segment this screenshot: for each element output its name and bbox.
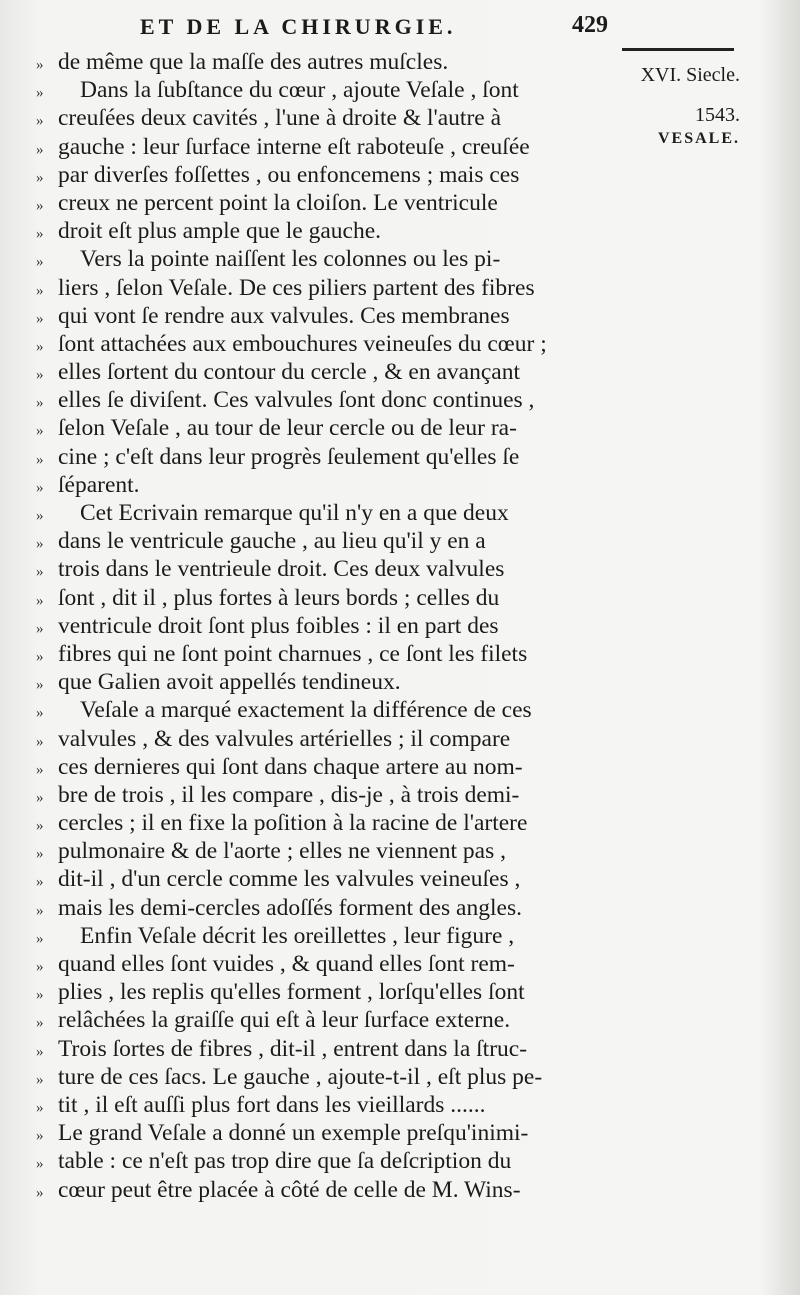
line-text: elles ſe diviſent. Ces valvules ſont donc continues ,	[58, 387, 535, 414]
text-line	[36, 161, 646, 189]
line-text: ces dernieres qui ſont dans chaque artere au nom-	[58, 753, 523, 780]
text-line	[36, 696, 646, 724]
text-line	[36, 414, 646, 442]
line-text: dans le ventricule gauche , au lieu qu'il y en a	[58, 528, 486, 555]
line-text: creux ne percent point la cloiſon. Le ventricule	[58, 189, 498, 216]
quote-mark: »	[36, 451, 44, 468]
quote-mark: »	[36, 846, 44, 863]
line-text: mais les demi-cercles adoſſés forment des angles.	[58, 894, 522, 921]
line-text: plies , les replis qu'elles forment , lorſqu'elles ſont	[58, 979, 525, 1006]
quote-mark: »	[36, 761, 44, 778]
text-line	[36, 386, 646, 414]
margin-author: VESALE.	[657, 130, 740, 147]
text-line	[36, 725, 646, 753]
line-text: que Galien avoit appellés tendineux.	[58, 669, 401, 696]
text-line	[36, 753, 646, 781]
running-header: ET DE LA CHIRURGIE.	[140, 14, 457, 39]
margin-year: 1543.	[695, 104, 740, 126]
line-text: relâchées la graiſſe qui eſt à leur ſurface externe.	[58, 1007, 511, 1034]
quote-mark: »	[36, 197, 44, 214]
line-text: ſelon Veſale , au tour de leur cercle ou de leur ra-	[58, 415, 517, 442]
line-text: fibres qui ne ſont point charnues , ce ſont les filets	[58, 640, 528, 667]
quote-mark: »	[36, 592, 44, 609]
line-text: bre de trois , il les compare , dis-je , à trois demi-	[58, 781, 520, 808]
line-text: gauche : leur ſurface interne eſt raboteuſe , creuſée	[58, 133, 530, 160]
quote-mark: »	[36, 733, 44, 750]
quote-mark: »	[36, 564, 44, 581]
text-line	[36, 1147, 646, 1175]
line-text: de même que la maſſe des autres muſcles.	[58, 49, 449, 75]
text-line	[36, 612, 646, 640]
text-line	[36, 302, 646, 330]
text-line	[36, 133, 646, 161]
line-text: cercles ; il en fixe la poſition à la racine de l'artere	[58, 810, 528, 837]
line-text: Le grand Veſale a donné un exemple preſqu'inimi-	[58, 1120, 529, 1147]
quote-mark: »	[36, 310, 44, 327]
quote-mark: »	[36, 789, 44, 806]
quote-mark: »	[36, 169, 44, 186]
quote-mark: »	[36, 479, 44, 496]
line-text: Vers la pointe naiſſent les colonnes ou les pi-	[80, 246, 501, 273]
quote-mark: »	[36, 1128, 44, 1145]
quote-mark: »	[36, 620, 44, 637]
line-text: cœur peut être placée à côté de celle de M. Wins-	[58, 1176, 521, 1203]
line-text: dit-il , d'un cercle comme les valvules veineuſes ,	[58, 866, 521, 893]
quote-mark: »	[36, 1071, 44, 1088]
quote-mark: »	[36, 423, 44, 440]
line-text: Cet Ecrivain remarque qu'il n'y en a que deux	[80, 500, 509, 526]
line-text: valvules , & des valvules artérielles ; il compare	[58, 725, 511, 752]
text-line	[36, 1063, 646, 1091]
line-text: ſont , dit il , plus fortes à leurs bords ; celles du	[58, 584, 500, 611]
line-text: par diverſes foſſettes , ou enfoncemens ; mais ces	[58, 161, 520, 188]
text-line	[36, 555, 646, 583]
text-line	[36, 894, 646, 922]
line-text: Enfin Veſale décrit les oreillettes , leur figure ,	[80, 922, 515, 949]
quote-mark: »	[36, 282, 44, 299]
text-line	[36, 499, 646, 527]
quote-mark: »	[36, 113, 44, 130]
quote-mark: »	[36, 85, 44, 102]
text-line	[36, 809, 646, 837]
line-text: qui vont ſe rendre aux valvules. Ces membranes	[58, 302, 510, 329]
text-line	[36, 950, 646, 978]
text-line	[36, 922, 646, 950]
line-text: droit eſt plus ample que le gauche.	[58, 218, 382, 245]
quote-mark: »	[36, 902, 44, 919]
text-line	[36, 640, 646, 668]
line-text: ſont attachées aux embouchures veineuſes du cœur ;	[58, 330, 547, 357]
line-text: ventricule droit ſont plus foibles : il en part des	[58, 612, 499, 639]
quote-mark: »	[36, 987, 44, 1004]
line-text: cine ; c'eſt dans leur progrès ſeulement qu'elles ſe	[58, 443, 520, 470]
line-text: ſéparent.	[58, 471, 140, 498]
text-line	[36, 584, 646, 612]
quote-mark: »	[36, 677, 44, 694]
text-line	[36, 358, 646, 386]
text-line	[36, 274, 646, 302]
quote-mark: »	[36, 395, 44, 412]
line-text: Trois ſortes de fibres , dit-il , entrent dans la ſtruc-	[58, 1035, 528, 1062]
text-line	[36, 48, 646, 76]
text-line	[36, 471, 646, 499]
quote-mark: »	[36, 536, 44, 553]
line-text: liers , ſelon Veſale. De ces piliers partent des fibres	[58, 274, 535, 301]
line-text: ture de ces ſacs. Le gauche , ajoute-t-il , eſt plus pe-	[58, 1063, 543, 1090]
quote-mark: »	[36, 367, 44, 384]
text-line	[36, 1035, 646, 1063]
quote-mark: »	[36, 705, 44, 722]
quote-mark: »	[36, 874, 44, 891]
text-line	[36, 978, 646, 1006]
line-text: Dans la ſubſtance du cœur , ajoute Veſale , ſont	[80, 77, 519, 104]
quote-mark: »	[36, 338, 44, 355]
body-text	[36, 48, 646, 1204]
line-text: Veſale a marqué exactement la différence de ces	[80, 697, 532, 724]
quote-mark: »	[36, 648, 44, 665]
text-line	[36, 189, 646, 217]
text-line	[36, 443, 646, 471]
quote-mark: »	[36, 508, 44, 524]
text-line	[36, 76, 646, 104]
line-text: trois dans le ventrieule droit. Ces deux valvules	[58, 556, 505, 583]
quote-mark: »	[36, 57, 44, 73]
quote-mark: »	[36, 930, 44, 947]
quote-mark: »	[36, 141, 44, 158]
text-line	[36, 865, 646, 893]
text-line	[36, 245, 646, 273]
line-text: elles ſortent du contour du cercle , & en avançant	[58, 359, 520, 386]
text-line	[36, 527, 646, 555]
quote-mark: »	[36, 1099, 44, 1116]
margin-century: XVI. Siecle.	[640, 64, 740, 86]
line-text: quand elles ſont vuides , & quand elles ſont rem-	[58, 951, 515, 977]
text-line	[36, 1119, 646, 1147]
line-text: creuſées deux cavités , l'une à droite & l'autre à	[58, 105, 502, 132]
quote-mark: »	[36, 254, 44, 271]
text-line	[36, 330, 646, 358]
line-text: table : ce n'eſt pas trop dire que ſa deſcription du	[58, 1148, 512, 1175]
text-line	[36, 104, 646, 132]
text-line	[36, 1006, 646, 1034]
quote-mark: »	[36, 1043, 44, 1060]
quote-mark: »	[36, 226, 44, 243]
text-line	[36, 668, 646, 696]
text-line	[36, 781, 646, 809]
quote-mark: »	[36, 818, 44, 835]
quote-mark: »	[36, 1015, 44, 1032]
text-line	[36, 1091, 646, 1119]
page-number: 429	[572, 12, 608, 38]
text-line	[36, 217, 646, 245]
quote-mark: »	[36, 959, 44, 975]
text-line	[36, 837, 646, 865]
text-line	[36, 1176, 646, 1204]
quote-mark: »	[36, 1156, 44, 1173]
quote-mark: »	[36, 1184, 44, 1201]
line-text: pulmonaire & de l'aorte ; elles ne viennent pas ,	[58, 838, 506, 865]
line-text: tit , il eſt auſſi plus fort dans les vieillards ......	[58, 1091, 486, 1118]
